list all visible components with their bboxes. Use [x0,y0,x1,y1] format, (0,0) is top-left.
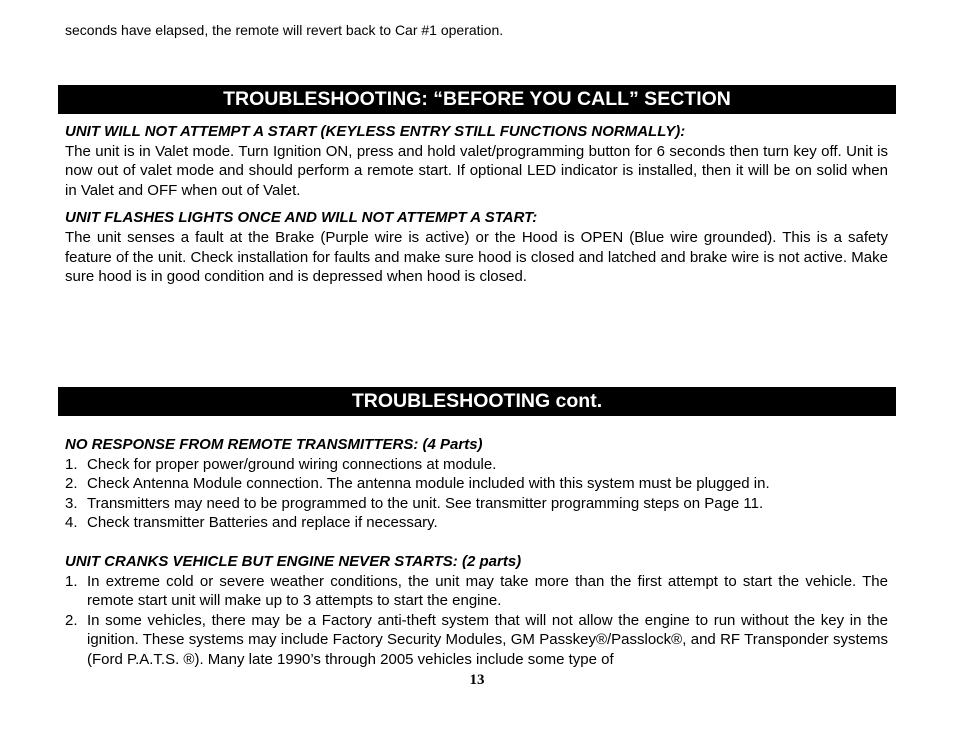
block-text: The unit senses a fault at the Brake (Purple wire is active) or the Hood is OPEN (Blue wire grounded). This is a safety feature of the unit. Check installation for faults and make sure hood is closed and latched and brake wire is not active. Make sure hood is in good condition and is depressed when hood is closed. [65,228,888,286]
item-number: 2. [65,475,78,493]
numbered-list [65,455,888,533]
item-text: Check Antenna Module connection. The antenna module included with this system must be plugged in. [87,475,770,493]
item-number: 4. [65,514,78,532]
block-heading: UNIT WILL NOT ATTEMPT A START (KEYLESS ENTRY STILL FUNCTIONS NORMALLY): [65,123,686,140]
section-title-troubleshooting-cont: TROUBLESHOOTING cont. [58,387,896,416]
block-flashes-lights [65,208,888,286]
section-before-you-call [65,122,888,287]
block-cranks-no-start [65,552,888,670]
item-text: In some vehicles, there may be a Factory anti-theft system that will not allow the engine to run without the key in the ignition. These systems may include Factory Security Modules, GM Passkey®/Passlock®, and RF Transponder systems (Ford P.A.T.S. ®). Many late 1990’s through 2005 vehicles include some type of [87,611,888,668]
block-text: The unit is in Valet mode. Turn Ignition ON, press and hold valet/programming button for 6 seconds then turn key off. Unit is now out of valet mode and should perform a remote start. If optional LED indicator is installed, then it will be on solid when in Valet and OFF when out of Valet. [65,142,888,199]
block-heading: NO RESPONSE FROM REMOTE TRANSMITTERS: (4 Parts) [65,436,483,453]
item-number: 3. [65,494,78,512]
list-item [65,611,888,670]
list-item [65,572,888,611]
item-text: In extreme cold or severe weather conditions, the unit may take more than the first attempt to start the vehicle. The remote start unit will make up to 3 attempts to start the engine. [87,572,888,610]
block-heading: UNIT FLASHES LIGHTS ONCE AND WILL NOT ATTEMPT A START: [65,209,538,227]
list-item [65,513,888,533]
item-text: Check for proper power/ground wiring connections at module. [87,455,497,473]
list-item [65,455,888,475]
block-no-start [65,122,888,200]
intro-text: seconds have elapsed, the remote will revert back to Car #1 operation. [65,22,504,38]
list-item [65,474,888,494]
section-title-before-you-call: TROUBLESHOOTING: “BEFORE YOU CALL” SECTION [58,85,896,114]
section-troubleshooting-cont [65,435,888,670]
item-text: Transmitters may need to be programmed to the unit. See transmitter programming steps on Page 11. [87,494,764,512]
item-number: 1. [65,572,78,590]
item-number: 1. [65,455,78,473]
list-item [65,494,888,514]
block-heading: UNIT CRANKS VEHICLE BUT ENGINE NEVER STARTS: (2 parts) [65,552,522,570]
numbered-list [65,572,888,670]
block-no-response [65,435,888,533]
item-number: 2. [65,611,78,629]
page-number: 13 [469,672,485,688]
item-text: Check transmitter Batteries and replace if necessary. [87,514,438,532]
